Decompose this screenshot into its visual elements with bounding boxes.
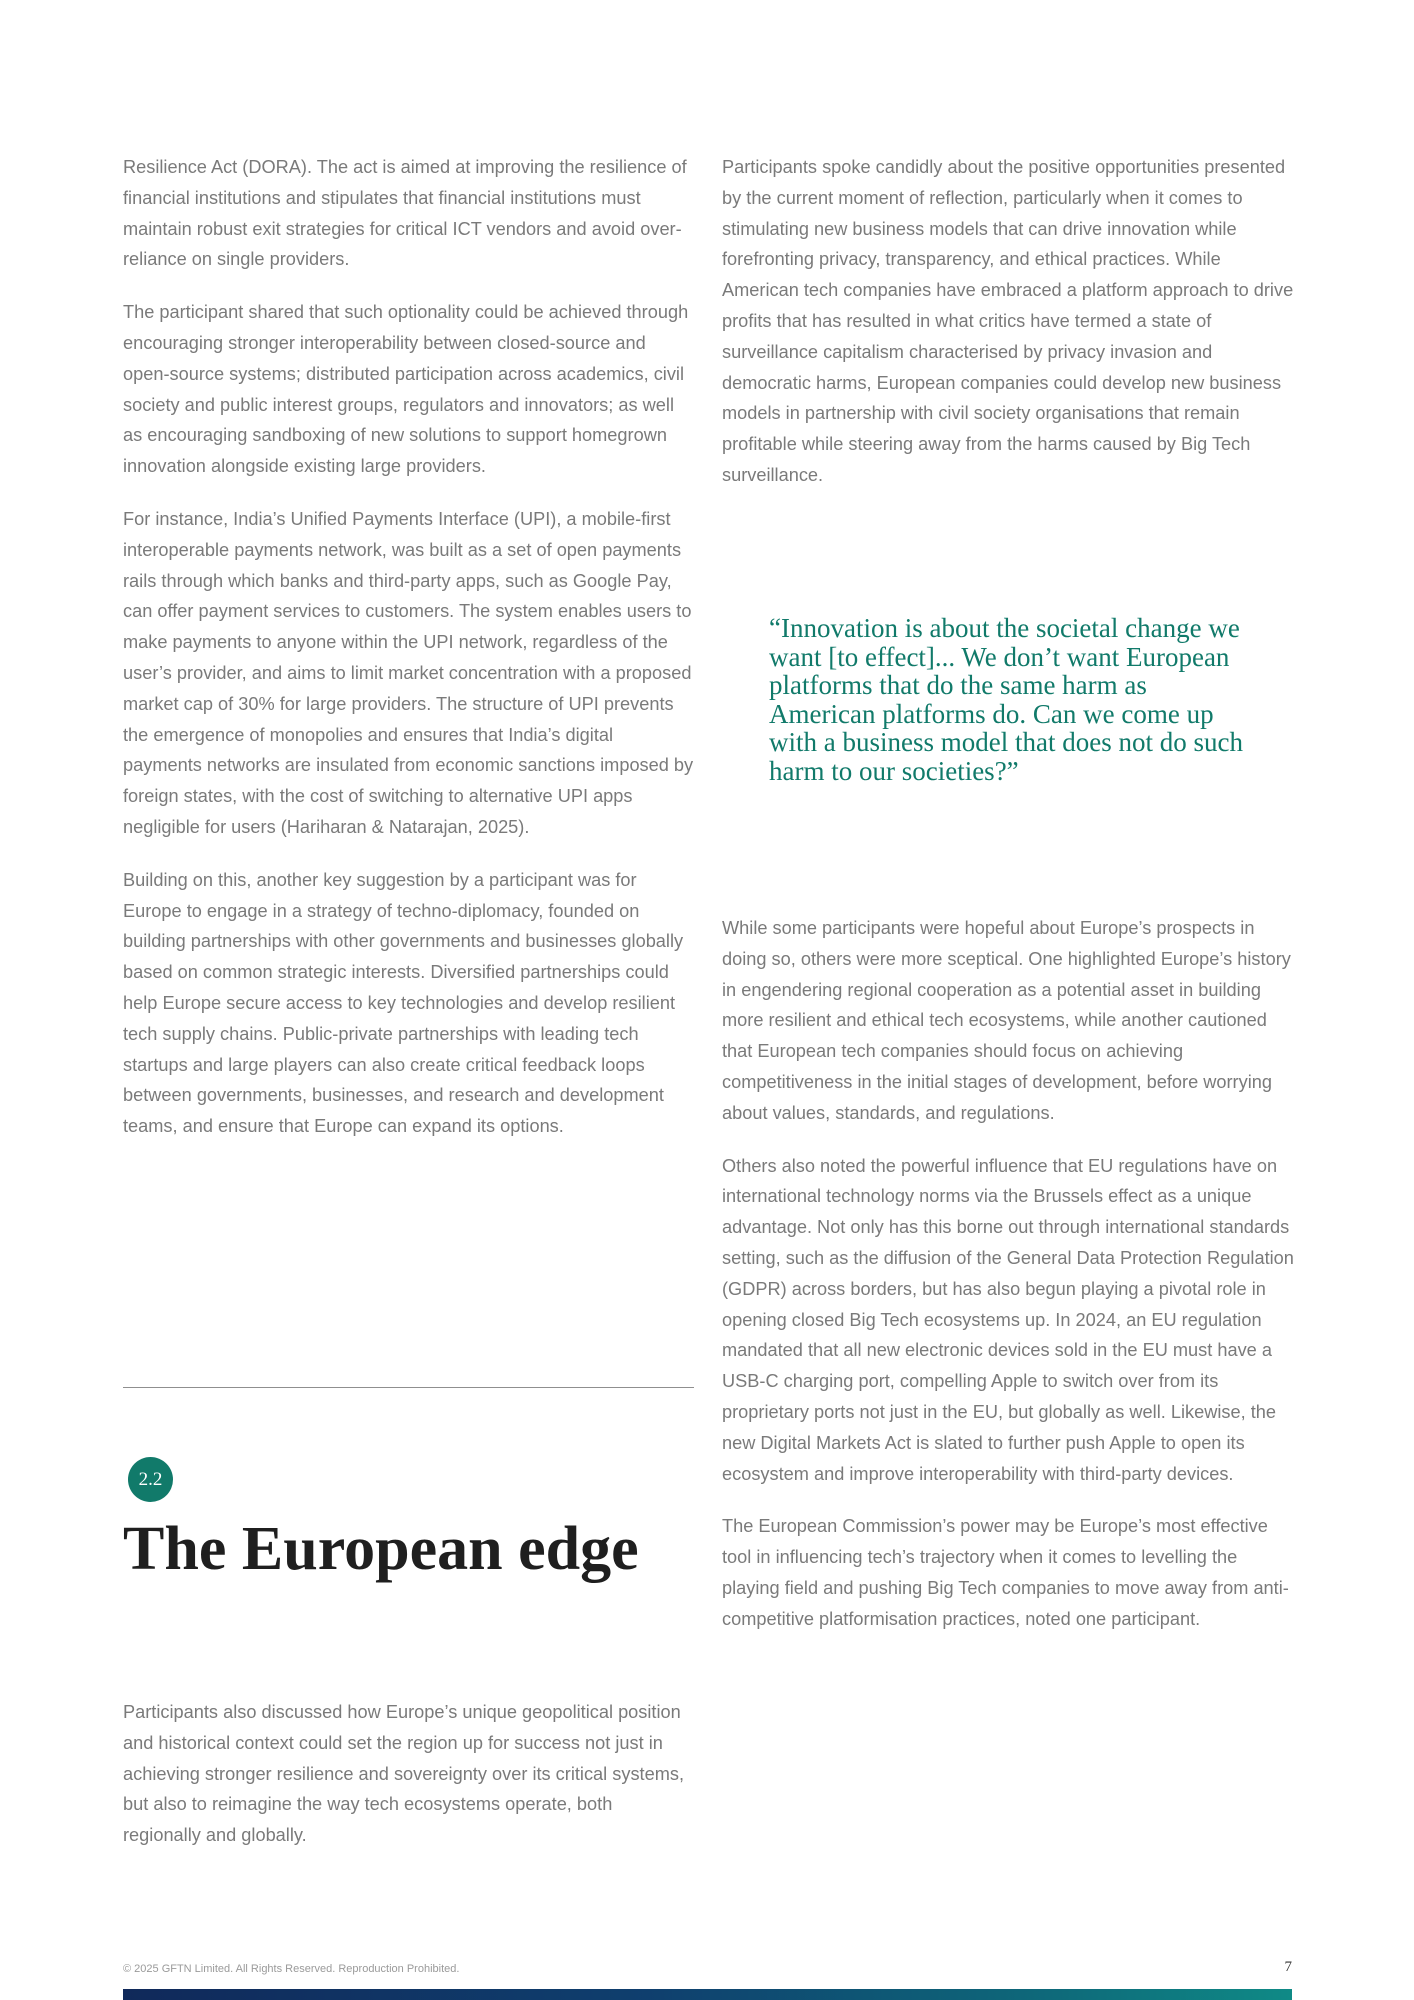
section-number-badge: 2.2 — [128, 1457, 173, 1502]
pull-quote: “Innovation is about the societal change we want [to effect]... We don’t want European platforms that do the same harm as American platforms do. Can we come up with a business model that does not do such harm to our societies?” — [769, 613, 1243, 786]
section-intro-paragraph: Participants also discussed how Europe’s unique geopolitical position and historical context could set the region up for success not just in achieving stronger resilience and sovereignty over its critical systems, but also to reimagine the way tech ecosystems operate, both regionally and globally. — [123, 1702, 685, 1846]
left-column — [123, 152, 695, 1164]
section-title: The European edge — [123, 1515, 639, 1583]
right-paragraph-2: While some participants were hopeful about Europe’s prospects in doing so, others were more sceptical. One highlighted Europe’s history in engendering regional cooperation as a potential asset in building more resilient and ethical tech ecosystems, while another cautioned that European tech companies should focus on achieving competitiveness in the initial stages of development, before worrying about values, standards, and regulations. — [722, 918, 1291, 1123]
left-paragraph-1: Resilience Act (DORA). The act is aimed at improving the resilience of financial institutions and stipulates that financial institutions must maintain robust exit strategies for critical ICT vendors and avoid over-reliance on single providers. — [123, 157, 687, 270]
left-paragraph-3: For instance, India’s Unified Payments Interface (UPI), a mobile-first interoperable payments network, was built as a set of open payments rails through which banks and third-party apps, such as Google Pay, can offer payment services to customers. The system enables users to make payments to anyone within the UPI network, regardless of the user’s provider, and aims to limit market concentration with a proposed market cap of 30% for large providers. The structure of UPI prevents the emergence of monopolies and ensures that India’s digital payments networks are insulated from economic sanctions imposed by foreign states, with the cost of switching to alternative UPI apps negligible for users (Hariharan & Natarajan, 2025). — [123, 508, 694, 837]
footer-gradient-bar — [123, 1989, 1292, 2000]
right-column-top — [722, 152, 1294, 513]
left-paragraph-2: The participant shared that such optionality could be achieved through encouraging stronger interoperability between closed-source and open-source systems; distributed participation across academics, civil society and public interest groups, regulators and innovators; as well as encouraging sandboxing of new solutions to support homegrown innovation alongside existing large providers. — [123, 302, 689, 477]
right-paragraph-4: The European Commission’s power may be Europe’s most effective tool in influencing tech’s trajectory when it comes to levelling the playing field and pushing Big Tech companies to move away from anti-competitive platformisation practices, noted one participant. — [722, 1516, 1289, 1629]
right-column-bottom — [722, 913, 1294, 1657]
right-paragraph-3: Others also noted the powerful influence that EU regulations have on international technology norms via the Brussels effect as a unique advantage. Not only has this borne out through international standards setting, such as the diffusion of the General Data Protection Regulation (GDPR) across borders, but has also begun playing a pivotal role in opening closed Big Tech ecosystems up. In 2024, an EU regulation mandated that all new electronic devices sold in the EU must have a USB-C charging port, compelling Apple to switch over from its proprietary ports not just in the EU, but globally as well. Likewise, the new Digital Markets Act is slated to further push Apple to open its ecosystem and improve interoperability with third-party devices. — [722, 1155, 1294, 1484]
right-paragraph-1: Participants spoke candidly about the positive opportunities presented by the current moment of reflection, particularly when it comes to stimulating new business models that can drive innovation while forefronting privacy, transparency, and ethical practices. While American tech companies have embraced a platform approach to drive profits that has resulted in what critics have termed a state of surveillance capitalism characterised by privacy invasion and democratic harms, European companies could develop new business models in partnership with civil society organisations that remain profitable while steering away from the harms caused by Big Tech surveillance. — [722, 157, 1294, 485]
section-intro — [123, 1697, 695, 1873]
page-number: 7 — [1284, 1959, 1292, 1975]
left-paragraph-4: Building on this, another key suggestion by a participant was for Europe to engage in a strategy of techno-diplomacy, founded on building partnerships with other governments and businesses globally based on common strategic interests. Diversified partnerships could help Europe secure access to key technologies and develop resilient tech supply chains. Public-private partnerships with leading tech startups and large players can also create critical feedback loops between governments, businesses, and research and development teams, and ensure that Europe can expand its options. — [123, 869, 684, 1137]
footer-copyright: © 2025 GFTN Limited. All Rights Reserved. Reproduction Prohibited. — [123, 1963, 460, 1975]
section-divider — [123, 1387, 694, 1388]
